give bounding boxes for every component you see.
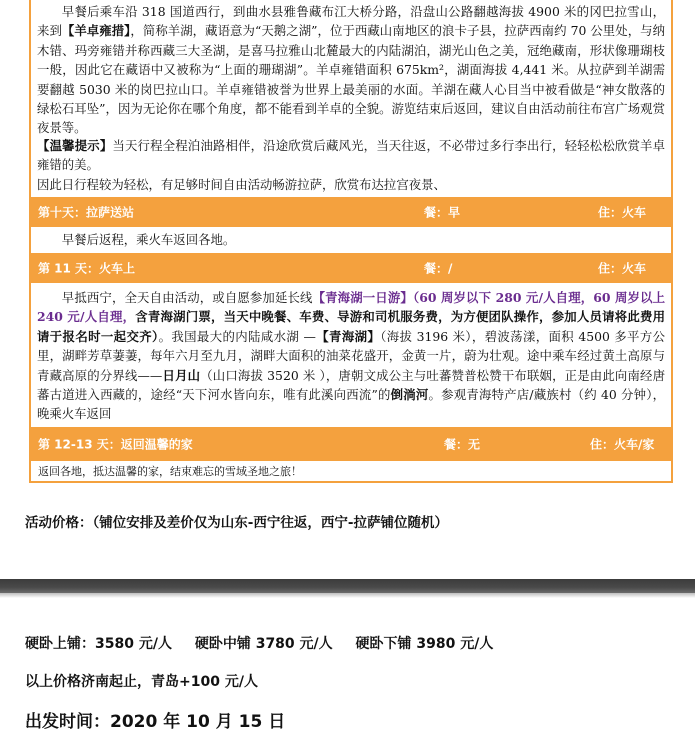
section-divider [0, 579, 695, 593]
daotang-river-name: 倒淌河 [390, 387, 429, 403]
activity-price-heading: 活动价格：（铺位安排及差价仅为山东-西宁往返，西宁-拉萨铺位随机） [25, 515, 448, 531]
day10-description [31, 230, 671, 249]
day12-meal: 餐：无 [444, 437, 481, 452]
day9-description [31, 2, 671, 138]
price-hard-middle: 硬卧中铺 3780 元/人 [194, 636, 333, 652]
tip-label: 【温馨提示】 [37, 138, 113, 153]
price-note: 以上价格济南起止，青岛+100 元/人 [25, 674, 258, 690]
price-list [25, 633, 511, 653]
qinghai-lake-name: 【青海湖】 [315, 328, 381, 344]
day10-stay: 住：火车 [598, 205, 647, 220]
tip-text: 当天行程全程泊油路相伴，沿途欣赏后藏风光，当天往返，不必带过多行李出行，轻轻松松欣赏羊卓雍错的美。 [37, 138, 666, 173]
riyue-mountain-name: 日月山 [162, 367, 201, 383]
divider-shadow [0, 593, 695, 598]
day9-text-a: 早餐后乘车沿 318 国道西行，到曲水县雅鲁藏布江大桥分路，沿盘山公路翻越海拔 4900 米的冈巴拉雪山，来到 [37, 4, 665, 39]
day10-meal: 餐：早 [424, 205, 461, 220]
day11-title: 第 11 天：火车上 [38, 261, 136, 276]
day11-meal: 餐：/ [424, 261, 453, 276]
day11-text-4: 。我国最大的内陆咸水湖 — [158, 328, 316, 344]
day11-text-10: 。参观青海特产店/藏族村（约 40 分钟），晚乘火车返回 [37, 387, 666, 422]
day12-description [38, 464, 302, 480]
day12-title: 第 12-13 天：返回温馨的家 [38, 437, 193, 452]
day11-stay: 住：火车 [598, 261, 647, 276]
day11-text-6: （海拔 3196 米），碧波荡漾，面积 4500 多平方公里，湖畔芳草萋萋，每年六月至九月，湖畔大面积的油菜花盛开，金黄一片，蔚为壮观。途中乘车经过黄土高原与青藏高原的分界线—— [37, 328, 665, 383]
qinghai-tour-includes: 含青海湖门票，当天中晚餐、车费、导游和司机服务费，为方便团队操作，参加人员请将此费用请于报名时一起交齐） [37, 309, 665, 344]
day12-stay: 住：火车/家 [590, 437, 655, 452]
itinerary-box [29, 0, 673, 483]
day11-header [31, 253, 671, 283]
day9-text-c: ，简称羊湖，藏语意为“天鹅之湖”，位于西藏山南地区的浪卡子县，拉萨西南约 70 公里处，与纳木错、玛旁雍错并称西藏三大圣湖，是喜马拉雅山北麓最大的内陆湖泊，湖光山色之美，冠绝藏南，形状像珊瑚枝一般，因此它在藏语中又被称为“上面的珊瑚湖”。羊卓雍错面积 675km²，湖面海拔 4,441 米。从拉萨到羊湖需要翻越 5030 米的岗巴拉山口。羊卓雍错被誉为世界上最美丽的水面。羊湖在藏人心目当中被看做是“神女散落的绿松石耳坠”，因为无论你在哪个角度，都不能看到羊卓的全貌。游览结束后返回，建议自由活动前往布宫广场观赏夜景等。 [37, 23, 665, 136]
day11-description [31, 288, 671, 424]
day10-header [31, 197, 671, 227]
price-hard-upper: 硬卧上铺：3580 元/人 [25, 636, 172, 652]
day9-closing-text: 因此日行程较为轻松，有足够时间自由活动畅游拉萨，欣赏布达拉宫夜景、 [37, 177, 446, 192]
price-hard-lower: 硬卧下铺 3980 元/人 [355, 636, 494, 652]
day9-tip [31, 136, 671, 175]
yamdrok-lake-name: 【羊卓雍措】 [61, 23, 131, 39]
day12-text: 返回各地，抵达温馨的家，结束难忘的雪域圣地之旅！ [38, 465, 302, 478]
day11-text-1: 早抵西宁，全天自由活动，或自愿参加延长线 [61, 290, 313, 305]
day10-text: 早餐后返程，乘火车返回各地。 [61, 232, 236, 247]
qinghai-tour-offer: 【青海湖一日游】（60 周岁以下 280 元/人自理，60 周岁以上 240 元/人自理， [37, 290, 665, 325]
departure-date: 出发时间：2020 年 10 月 15 日 [25, 712, 286, 732]
day9-closing [31, 175, 671, 194]
day11-text-8: （山口海拔 3520 米 ），唐朝文成公主与吐蕃赞普松赞干布联姻，正是由此向南经唐蕃古道进入西藏的，途经“天下河水皆向东，唯有此溪向西流”的 [37, 367, 666, 403]
day12-header [31, 427, 671, 461]
day10-title: 第十天：拉萨送站 [38, 205, 135, 220]
